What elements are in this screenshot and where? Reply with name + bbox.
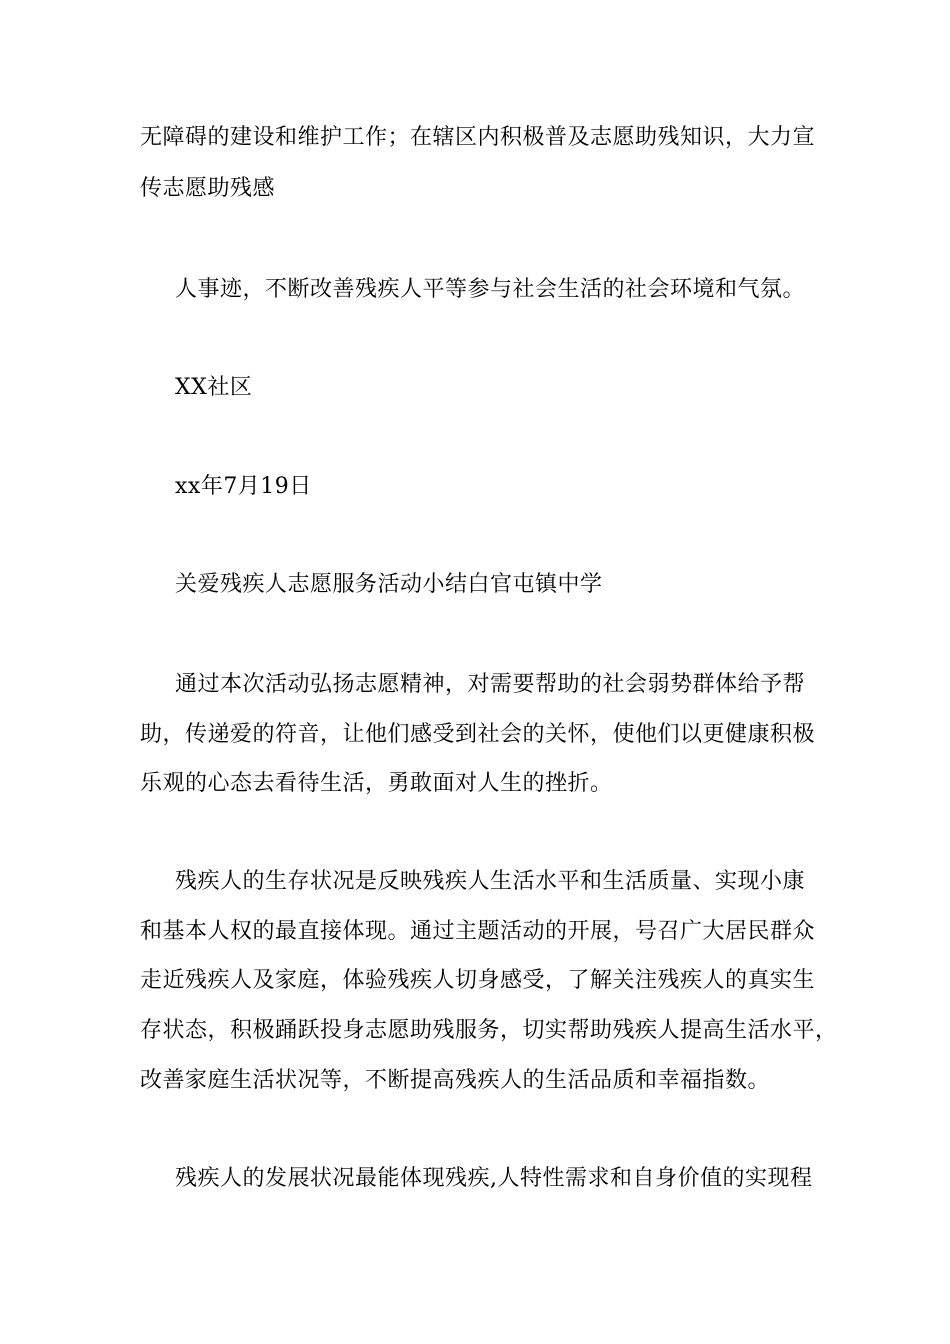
text-line: 改善家庭生活状况等，不断提高残疾人的生活品质和幸福指数。 xyxy=(140,1068,771,1093)
text-line: 和基本人权的最直接体现。通过主题活动的开展，号召广大居民群众 xyxy=(140,919,816,944)
signature-date: xx年7月19日 xyxy=(175,474,312,499)
text-line: 走近残疾人及家庭，体验残疾人切身感受，了解关注残疾人的真实生 xyxy=(140,968,816,993)
text-line: 存状态，积极踊跃投身志愿助残服务，切实帮助残疾人提高生活水平， xyxy=(140,1018,838,1043)
text-line: 助，传递爱的符音，让他们感受到社会的关怀，使他们以更健康积极 xyxy=(140,722,816,747)
text-line: 无障碍的建设和维护工作；在辖区内积极普及志愿助残知识，大力宣 xyxy=(140,125,816,150)
text-line: 通过本次活动弘扬志愿精神，对需要帮助的社会弱势群体给予帮 xyxy=(175,672,806,697)
signature-organization: XX社区 xyxy=(175,375,253,400)
text-line: 残疾人的生存状况是反映残疾人生活水平和生活质量、实现小康 xyxy=(175,869,806,894)
text-line: 残疾人的发展状况最能体现残疾,人特性需求和自身价值的实现程 xyxy=(175,1166,813,1191)
text-line: 乐观的心态去看待生活，勇敢面对人生的挫折。 xyxy=(140,771,613,796)
section-title: 关爱残疾人志愿服务活动小结白官屯镇中学 xyxy=(175,572,603,597)
text-line: 传志愿助残感 xyxy=(140,176,276,201)
text-line: 人事迹，不断改善残疾人平等参与社会生活的社会环境和气氛。 xyxy=(175,277,806,302)
